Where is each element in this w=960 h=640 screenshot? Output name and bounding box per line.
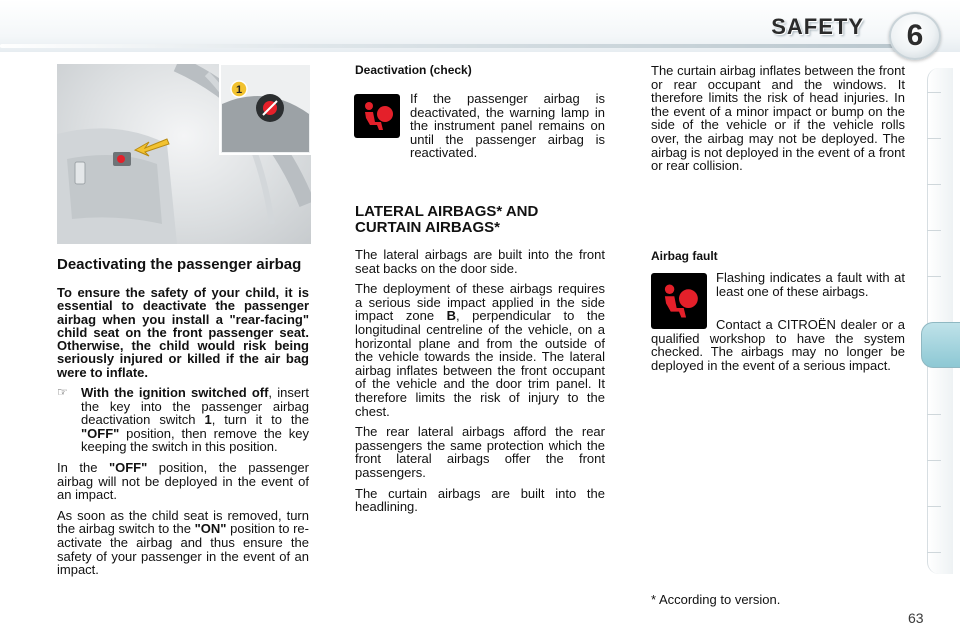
fault-text-block [716, 271, 905, 305]
switch-reference: 1 [204, 412, 212, 428]
page-number: 63 [908, 610, 924, 626]
deactivation-check-heading: Deactivation (check) [355, 63, 472, 77]
chapter-tab-divider [927, 184, 941, 185]
chapter-tab-divider [927, 552, 941, 553]
lateral-deployment-paragraph [355, 282, 605, 418]
lateral-paragraph: The lateral airbags are built into the front seat backs on the door side. [355, 247, 605, 276]
impact-zone-label: B [446, 308, 456, 324]
on-label: "ON" [194, 521, 227, 537]
dashboard-vent [75, 162, 85, 184]
chapter-tab-divider [927, 460, 941, 461]
chapter-number: 6 [906, 19, 924, 52]
fault-flashing-text: Flashing indicates a fault with at least one of these airbags. [716, 270, 905, 299]
on-position-paragraph [57, 509, 309, 577]
chapter-tab-divider [927, 92, 941, 93]
curtain-airbag-paragraph: The curtain airbag inflates between the front or rear occupant and the windows. It therefore limits the risk of head injuries. In the event of a minor impact or bump on the side of the vehicle or if the vehicle rolls over, the airbag may not be deployed. The airbag is not deployed in the event of a front or rear collision. [651, 63, 905, 174]
chapter-tab-divider [927, 230, 941, 231]
instruction-text: position, then remove the key keeping the switch in this position. [81, 425, 309, 455]
middle-column [355, 64, 605, 77]
airbag-symbol [659, 282, 699, 320]
chapter-tab-safety[interactable] [921, 322, 960, 368]
right-column [651, 64, 905, 180]
fault-contact-block [651, 318, 905, 379]
airbag-fault-section [651, 250, 905, 263]
paragraph-text: The deployment of these airbags requires a serious side impact applied in the side impact zone [355, 281, 605, 324]
section-heading-deactivating: Deactivating the passenger airbag [57, 256, 302, 273]
chapter-tab-divider [927, 506, 941, 507]
airbag-switch-photo [57, 64, 311, 244]
switch-lamp [117, 155, 125, 163]
lateral-airbags-heading: LATERAL AIRBAGS* AND CURTAIN AIRBAGS* [355, 203, 539, 236]
paragraph-text: position to re-activate the airbag and thus ensure the safety of your passenger in the event of an impact. [57, 521, 309, 578]
page-title: SAFETY [771, 14, 864, 39]
off-label: "OFF" [81, 425, 120, 441]
airbag-fault-heading: Airbag fault [651, 249, 718, 263]
child-safety-warning: To ensure the safety of your child, it is essential to deactivate the passenger airbag when you install a "rear-facing" child seat on the front passenger seat. Otherwise, the child would risk being seriously injured or killed if the air bag were to inflate. [57, 285, 309, 380]
off-label: "OFF" [108, 460, 148, 476]
chapter-tab-divider [927, 138, 941, 139]
fault-contact-text: Contact a CITROËN dealer or a qualified workshop to have the system checked. The airbags may no longer be deployed in the event of a serious impact. [651, 317, 905, 373]
lateral-airbags-section [355, 204, 605, 521]
callout-number: 1 [235, 84, 243, 96]
chapter-tab-divider [927, 414, 941, 415]
chapter-tab-divider [927, 276, 941, 277]
off-position-paragraph [57, 461, 309, 502]
paragraph-text: position, the passenger airbag will not be deployed in the event of an impact. [57, 460, 309, 503]
header-rule [0, 44, 905, 48]
left-column [57, 257, 309, 584]
airbag-symbol [360, 100, 394, 132]
deactivation-check-text: If the passenger airbag is deactivated, the warning lamp in the instrument panel remains on until the passenger airbag is reactivated. [410, 91, 605, 161]
curtain-location-paragraph: The curtain airbags are built into the headlining. [355, 485, 605, 515]
chapter-tab-strip [927, 68, 953, 574]
deactivation-check-block [410, 92, 605, 167]
paragraph-text: , perpendicular to the longitudinal centreline of the vehicle, on a horizontal plane and from the outside of the vehicle towards the inside. The lateral airbag inflates between the front occupant of the vehicle and the door trim panel. It therefore limits the risk of injury to the chest. [355, 308, 605, 419]
rear-lateral-paragraph: The rear lateral airbags afford the rear passengers the same protection which the front lateral airbags offer the front passengers. [355, 424, 605, 480]
pointing-hand-icon: ☞ [57, 385, 68, 400]
chapter-badge [889, 12, 941, 60]
footnote: * According to version. [651, 592, 781, 607]
instruction-text: , turn it to the [211, 412, 309, 428]
dashboard-illustration [57, 64, 311, 244]
ignition-instruction [57, 386, 309, 454]
paragraph-text: In the [57, 460, 109, 476]
instruction-text: , insert the key into the passenger airbag deactivation switch [81, 385, 310, 428]
instruction-bold: With the ignition switched off [81, 385, 269, 401]
airbag-warning-lamp-icon [354, 94, 400, 138]
paragraph-text: As soon as the child seat is removed, turn the airbag switch to the [57, 507, 309, 537]
